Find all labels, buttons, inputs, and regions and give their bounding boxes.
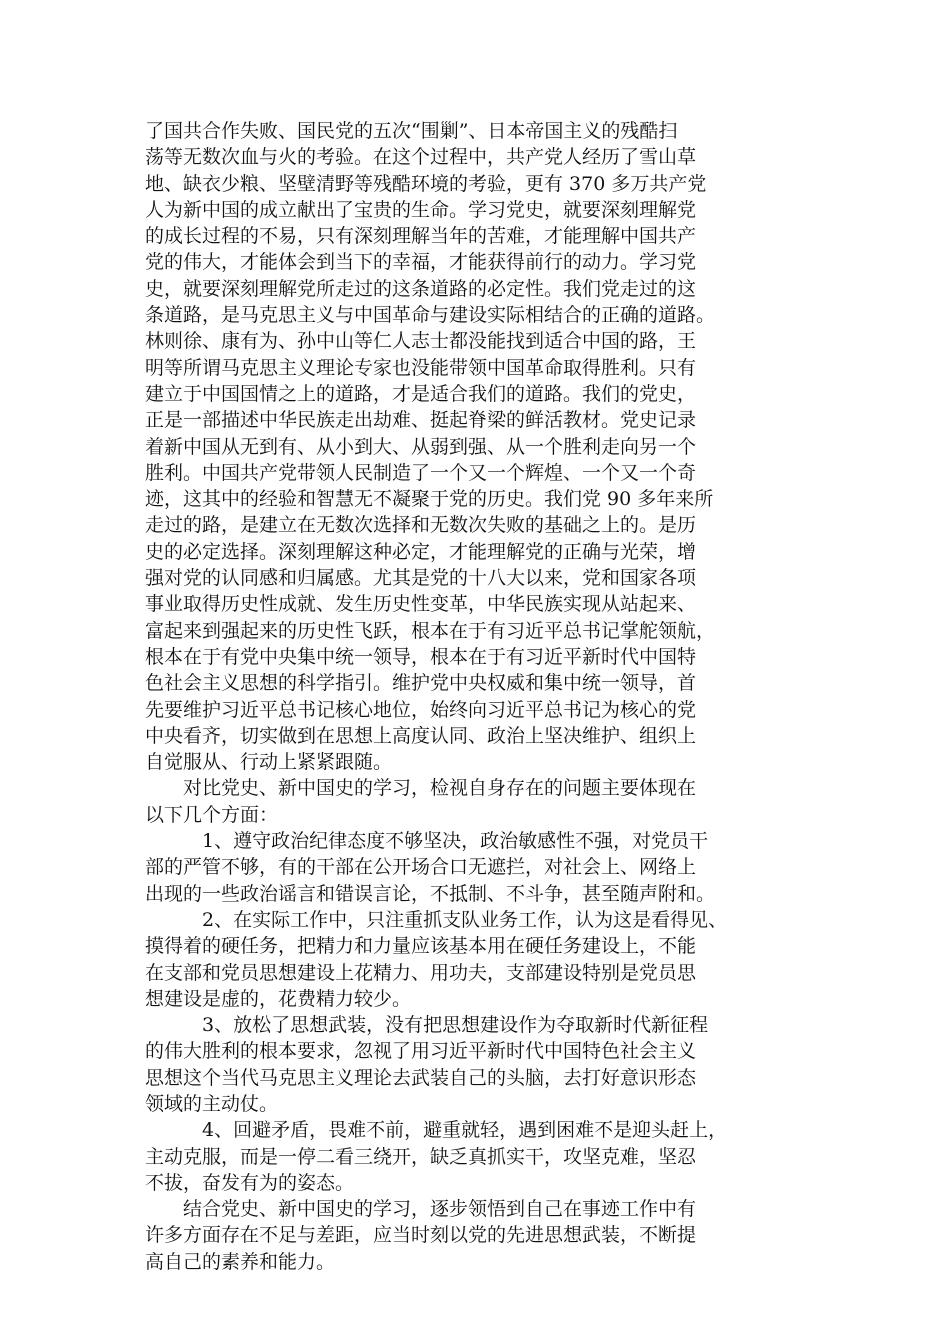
text-line: 事业取得历史性成就、发生历史性变革，中华民族实现从站起来、 xyxy=(145,593,697,616)
text-line: 建立于中国国情之上的道路，才是适合我们的道路。我们的党史， xyxy=(145,382,697,405)
paragraph-self-inspection-intro xyxy=(145,775,825,828)
document-page xyxy=(145,118,825,1275)
paragraph-conclusion xyxy=(145,1196,825,1275)
text-line: 高自己的素养和能力。 xyxy=(145,1250,336,1273)
text-line: 以下几个方面： xyxy=(145,803,279,826)
text-line: 想建设是虚的，花费精力较少。 xyxy=(145,987,412,1010)
text-line: 明等所谓马克思主义理论专家也没能带领中国革命取得胜利。只有 xyxy=(145,356,697,379)
text-line: 主动克服，而是一停二看三绕开，缺乏真抓实干，攻坚克难，坚忍 xyxy=(145,1145,697,1168)
text-line: 领域的主动仗。 xyxy=(145,1092,279,1115)
text-line: 走过的路，是建立在无数次选择和无数次失败的基础之上的。是历 xyxy=(145,514,697,537)
paragraph-history-study xyxy=(145,118,825,775)
text-line: 先要维护习近平总书记核心地位，始终向习近平总书记为核心的党 xyxy=(145,698,697,721)
text-line: 不拔，奋发有为的姿态。 xyxy=(145,1171,355,1194)
text-line: 1、遵守政治纪律态度不够坚决，政治敏感性不强，对党员干 xyxy=(145,830,709,853)
text-line: 自觉服从、行动上紧紧跟随。 xyxy=(145,751,393,774)
text-line: 在支部和党员思想建设上花精力、用功夫，支部建设特别是党员思 xyxy=(145,961,697,984)
text-line: 强对党的认同感和归属感。尤其是党的十八大以来，党和国家各项 xyxy=(145,567,697,590)
text-line: 结合党史、新中国史的学习，逐步领悟到自己在事迹工作中有 xyxy=(145,1198,697,1221)
text-line: 的成长过程的不易，只有深刻理解当年的苦难，才能理解中国共产 xyxy=(145,225,697,248)
text-line: 正是一部描述中华民族走出劫难、挺起脊梁的鲜活教材。党史记录 xyxy=(145,409,697,432)
text-line: 摸得着的硬任务，把精力和力量应该基本用在硬任务建设上，不能 xyxy=(145,935,697,958)
text-line: 党的伟大，才能体会到当下的幸福，才能获得前行的动力。学习党 xyxy=(145,251,697,274)
problem-item-3 xyxy=(145,1012,825,1117)
text-line: 林则徐、康有为、孙中山等仁人志士都没能找到适合中国的路，王 xyxy=(145,330,697,353)
text-line: 迹，这其中的经验和智慧无不凝聚于党的历史。我们党 90 多年来所 xyxy=(145,488,714,511)
text-line: 色社会主义思想的科学指引。维护党中央权威和集中统一领导，首 xyxy=(145,672,697,695)
text-line: 4、回避矛盾，畏难不前，避重就轻，遇到困难不是迎头赶上， xyxy=(145,1119,728,1142)
text-line: 对比党史、新中国史的学习，检视自身存在的问题主要体现在 xyxy=(145,777,697,800)
text-line: 荡等无数次血与火的考验。在这个过程中，共产党人经历了雪山草 xyxy=(145,146,697,169)
text-line: 思想这个当代马克思主义理论去武装自己的头脑，去打好意识形态 xyxy=(145,1066,697,1089)
text-line: 富起来到强起来的历史性飞跃，根本在于有习近平总书记掌舵领航， xyxy=(145,619,716,642)
problem-item-1 xyxy=(145,828,825,907)
text-line: 部的严管不够，有的干部在公开场合口无遮拦，对社会上、网络上 xyxy=(145,856,697,879)
problem-item-4 xyxy=(145,1117,825,1196)
text-line: 的伟大胜利的根本要求，忽视了用习近平新时代中国特色社会主义 xyxy=(145,1040,697,1063)
text-line: 史的必定选择。深刻理解这种必定，才能理解党的正确与光荣，增 xyxy=(145,540,697,563)
text-line: 出现的一些政治谣言和错误言论，不抵制、不斗争，甚至随声附和。 xyxy=(145,882,716,905)
text-line: 条道路，是马克思主义与中国革命与建设实际相结合的正确的道路。 xyxy=(145,304,716,327)
text-line: 地、缺衣少粮、坚壁清野等残酷环境的考验，更有 370 多万共产党 xyxy=(145,172,707,195)
text-line: 3、放松了思想武装，没有把思想建设作为夺取新时代新征程 xyxy=(145,1014,709,1037)
text-line: 许多方面存在不足与差距，应当时刻以党的先进思想武装，不断提 xyxy=(145,1224,697,1247)
text-line: 人为新中国的成立献出了宝贵的生命。学习党史，就要深刻理解党 xyxy=(145,198,697,221)
text-line: 胜利。中国共产党带领人民制造了一个又一个辉煌、一个又一个奇 xyxy=(145,461,697,484)
text-line: 着新中国从无到有、从小到大、从弱到强、从一个胜利走向另一个 xyxy=(145,435,697,458)
text-line: 了国共合作失败、国民党的五次“围剿”、日本帝国主义的残酷扫 xyxy=(145,120,678,142)
text-line: 中央看齐，切实做到在思想上高度认同、政治上坚决维护、组织上 xyxy=(145,724,697,747)
text-line: 史，就要深刻理解党所走过的这条道路的必定性。我们党走过的这 xyxy=(145,277,697,300)
problem-item-2 xyxy=(145,907,825,1012)
text-line: 根本在于有党中央集中统一领导，根本在于有习近平新时代中国特 xyxy=(145,645,697,668)
text-line: 2、在实际工作中，只注重抓支队业务工作，认为这是看得见、 xyxy=(145,908,728,931)
